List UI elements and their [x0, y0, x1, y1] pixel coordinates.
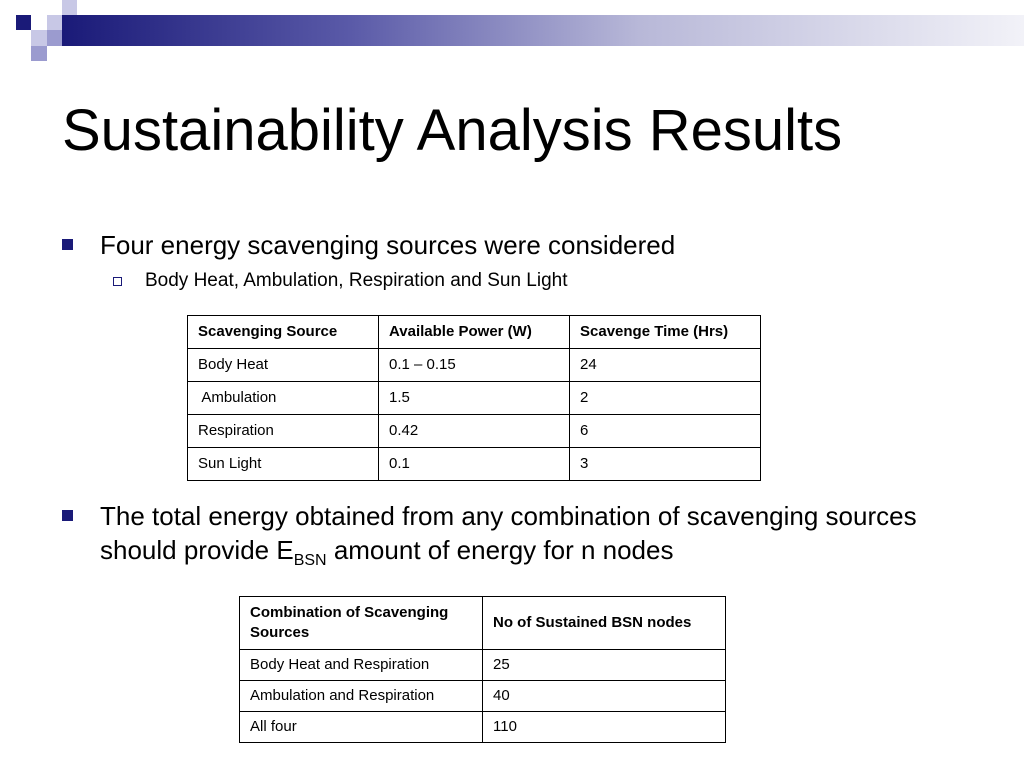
table-row — [240, 650, 726, 681]
table-row — [240, 681, 726, 712]
table-row — [240, 712, 726, 743]
table-row — [188, 382, 761, 415]
header-gradient-bar — [62, 15, 1024, 46]
table-cell: 25 — [483, 650, 726, 681]
table-cell: 0.1 – 0.15 — [379, 349, 570, 382]
square-bullet-icon — [62, 510, 73, 521]
table-row — [188, 349, 761, 382]
table-cell: Ambulation — [188, 382, 379, 415]
decor-square — [31, 46, 47, 61]
decor-square — [62, 0, 77, 15]
decor-square — [47, 15, 62, 30]
bullet-1 — [62, 228, 942, 262]
table-cell: Respiration — [188, 415, 379, 448]
header-cell: Scavenge Time (Hrs) — [570, 316, 761, 349]
table-cell: Body Heat — [188, 349, 379, 382]
bullet-2 — [62, 499, 942, 571]
table-cell: 40 — [483, 681, 726, 712]
slide-title: Sustainability Analysis Results — [62, 98, 843, 163]
header-cell: No of Sustained BSN nodes — [483, 597, 726, 650]
table-cell: 6 — [570, 415, 761, 448]
header-cell: Combination of Scavenging Sources — [240, 597, 483, 650]
decor-square — [47, 30, 62, 46]
table-cell: 0.1 — [379, 448, 570, 481]
table-cell: 2 — [570, 382, 761, 415]
scavenging-sources-table — [187, 315, 761, 481]
table-header-row — [188, 316, 761, 349]
bullet-2-text-end: amount of energy for n nodes — [326, 535, 674, 565]
hollow-square-bullet-icon — [113, 277, 122, 286]
table-cell: Sun Light — [188, 448, 379, 481]
table-cell: 110 — [483, 712, 726, 743]
combinations-table — [239, 596, 726, 743]
sub-bullet-1-text: Body Heat, Ambulation, Respiration and Sun Light — [145, 270, 568, 291]
bullet-1-text: Four energy scavenging sources were considered — [100, 230, 676, 260]
table-cell: 24 — [570, 349, 761, 382]
table-cell: 0.42 — [379, 415, 570, 448]
header-cell: Scavenging Source — [188, 316, 379, 349]
table-cell: All four — [240, 712, 483, 743]
decor-square — [31, 30, 47, 46]
table-cell: 1.5 — [379, 382, 570, 415]
table-cell: Body Heat and Respiration — [240, 650, 483, 681]
bsn-subscript: BSN — [293, 552, 327, 570]
table-header-row — [240, 597, 726, 650]
decor-square — [16, 15, 31, 30]
square-bullet-icon — [62, 239, 73, 250]
header-cell: Available Power (W) — [379, 316, 570, 349]
table-cell: Ambulation and Respiration — [240, 681, 483, 712]
table-row — [188, 415, 761, 448]
bullet-2-text — [100, 499, 942, 570]
table-cell: 3 — [570, 448, 761, 481]
table-row — [188, 448, 761, 481]
bullet-2-text-start: The total energy obtained from any combination of scavenging sources should provide E — [100, 501, 917, 565]
